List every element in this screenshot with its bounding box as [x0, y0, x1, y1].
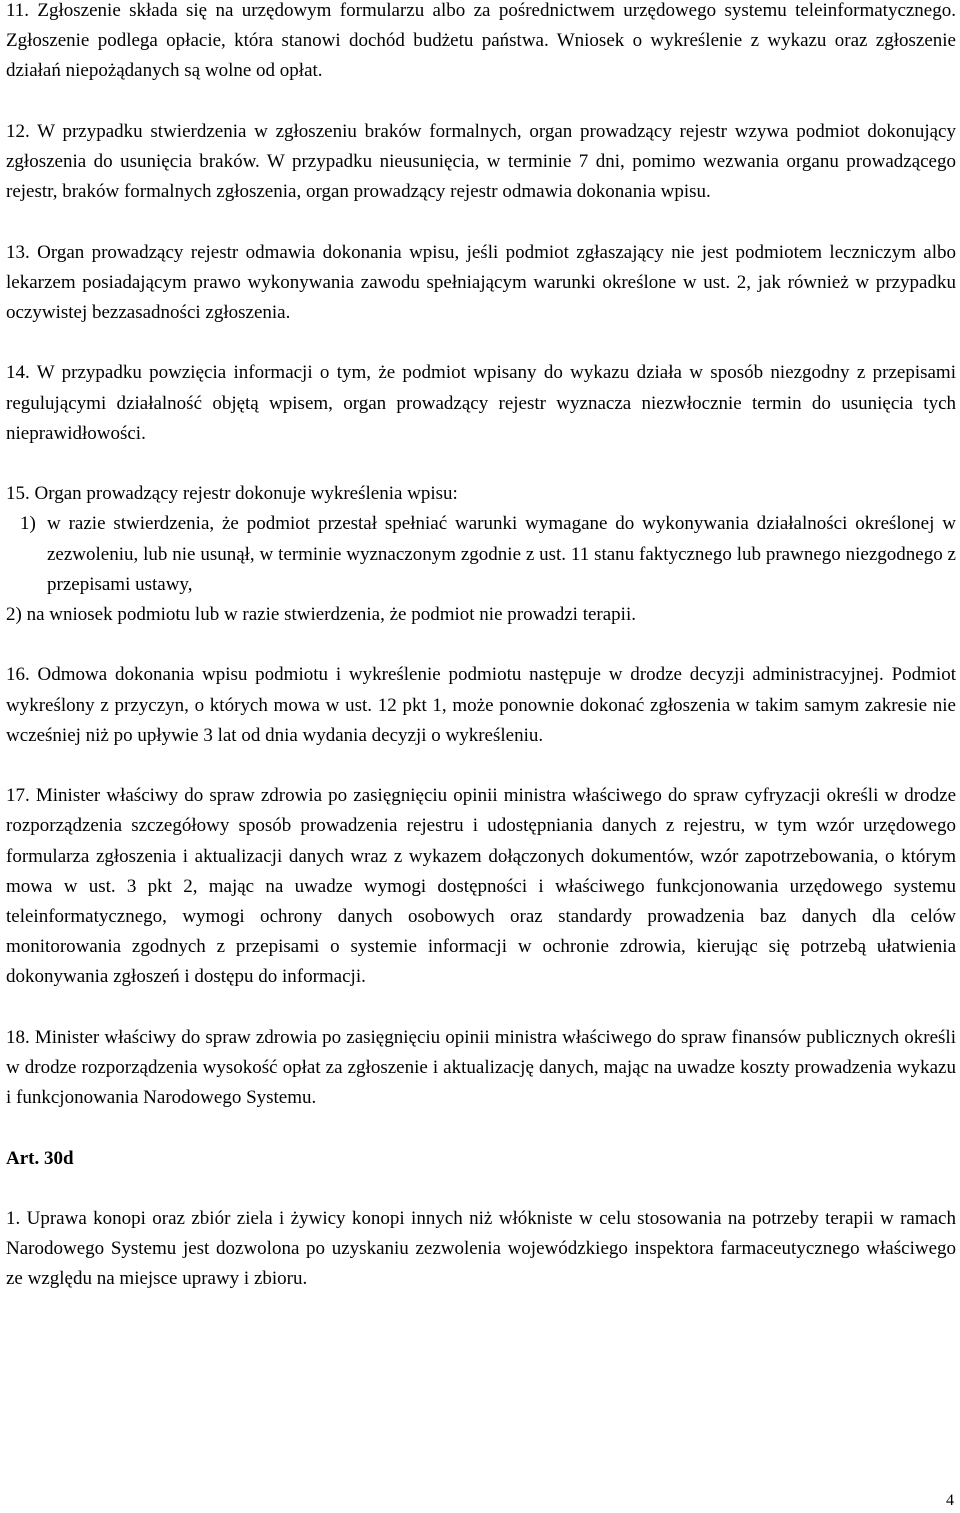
list-item-number: 2)	[6, 604, 22, 625]
paragraph-15-intro: 15. Organ prowadzący rejestr dokonuje wykreślenia wpisu:	[6, 483, 458, 505]
list-item-1	[6, 509, 956, 600]
paragraph-11: 11. Zgłoszenie składa się na urzędowym formularzu albo za pośrednictwem urzędowego systemu teleinformatycznego. Zgłoszenie podlega opłacie, która stanowi dochód budżetu państwa. Wniosek o wykreślenie z wykazu oraz zgłoszenie działań niepożądanych są wolne od opłat.	[6, 0, 956, 82]
paragraph-18: 18. Minister właściwy do spraw zdrowia po zasięgnięciu opinii ministra właściwego do spraw finansów publicznych określi w drodze rozporządzenia wysokość opłat za zgłoszenie i aktualizację danych, mając na uwadze koszty prowadzenia wykazu i funkcjonowania Narodowego Systemu.	[6, 1026, 956, 1109]
paragraph-15	[6, 479, 956, 630]
document-page	[6, 0, 956, 1325]
list-item-number: 1)	[20, 513, 36, 535]
paragraph-15-list	[6, 509, 956, 630]
paragraph-16: 16. Odmowa dokonania wpisu podmiotu i wykreślenie podmiotu następuje w drodze decyzji administracyjnej. Podmiot wykreślony z przyczyn, o których mowa w ust. 12 pkt 1, może ponownie dokonać zgłoszenia w takim samym zakresie nie wcześniej niż po upływie 3 lat od dnia wydania decyzji o wykreśleniu.	[6, 664, 956, 746]
article-paragraph-1: 1. Uprawa konopi oraz zbiór ziela i żywicy konopi innych niż włókniste w celu stosowania na potrzeby terapii w ramach Narodowego Systemu jest dozwolona po uzyskaniu zezwolenia wojewódzkiego inspektora farmaceutycznego właściwego ze względu na miejsce uprawy i zbioru.	[6, 1207, 956, 1290]
list-item-text: w razie stwierdzenia, że podmiot przestał spełniać warunki wymagane do wykonywania działalności określonej w zezwoleniu, lub nie usunął, w terminie wyznaczonym zgodnie z ust. 11 stanu faktycznego lub prawnego niezgodnego z przepisami ustawy,	[47, 513, 956, 595]
paragraph-13: 13. Organ prowadzący rejestr odmawia dokonania wpisu, jeśli podmiot zgłaszający nie jest podmiotem leczniczym albo lekarzem posiadającym prawo wykonywania zawodu spełniającym warunki określone w ust. 2, jak również w przypadku oczywistej bezzasadności zgłoszenia.	[6, 241, 956, 323]
list-item-2	[6, 600, 956, 630]
page-number: 4	[946, 1492, 954, 1509]
paragraph-12: 12. W przypadku stwierdzenia w zgłoszeniu braków formalnych, organ prowadzący rejestr wzywa podmiot dokonujący zgłoszenia do usunięcia braków. W przypadku nieusunięcia, w terminie 7 dni, pomimo wezwania organu prowadzącego rejestr, braków formalnych zgłoszenia, organ prowadzący rejestr odmawia dokonania wpisu.	[6, 120, 956, 203]
paragraph-17: 17. Minister właściwy do spraw zdrowia po zasięgnięciu opinii ministra właściwego do spraw cyfryzacji określi w drodze rozporządzenia szczegółowy sposób prowadzenia rejestru i udostępniania danych z rejestru, w tym wzór urzędowego formularza zgłoszenia i aktualizacji danych wraz z wykazem dołączonych dokumentów, wzór zapotrzebowania, o którym mowa w ust. 3 pkt 2, mając na uwadze wymogi dostępności i właściwego funkcjonowania urzędowego systemu teleinformatycznego, wymogi ochrony danych osobowych oraz standardy prowadzenia baz danych dla celów monitorowania zgodnych z przepisami o systemie informacji w ochronie zdrowia, kierując się potrzebą ułatwienia dokonywania zgłoszeń i dostępu do informacji.	[6, 785, 956, 988]
paragraph-14: 14. W przypadku powzięcia informacji o tym, że podmiot wpisany do wykazu działa w sposób niezgodny z przepisami regulującymi działalność objętą wpisem, organ prowadzący rejestr wyznacza niezwłocznie termin do usunięcia tych nieprawidłowości.	[6, 362, 956, 444]
list-item-text: na wniosek podmiotu lub w razie stwierdzenia, że podmiot nie prowadzi terapii.	[26, 604, 636, 625]
article-heading: Art. 30d	[6, 1147, 74, 1169]
